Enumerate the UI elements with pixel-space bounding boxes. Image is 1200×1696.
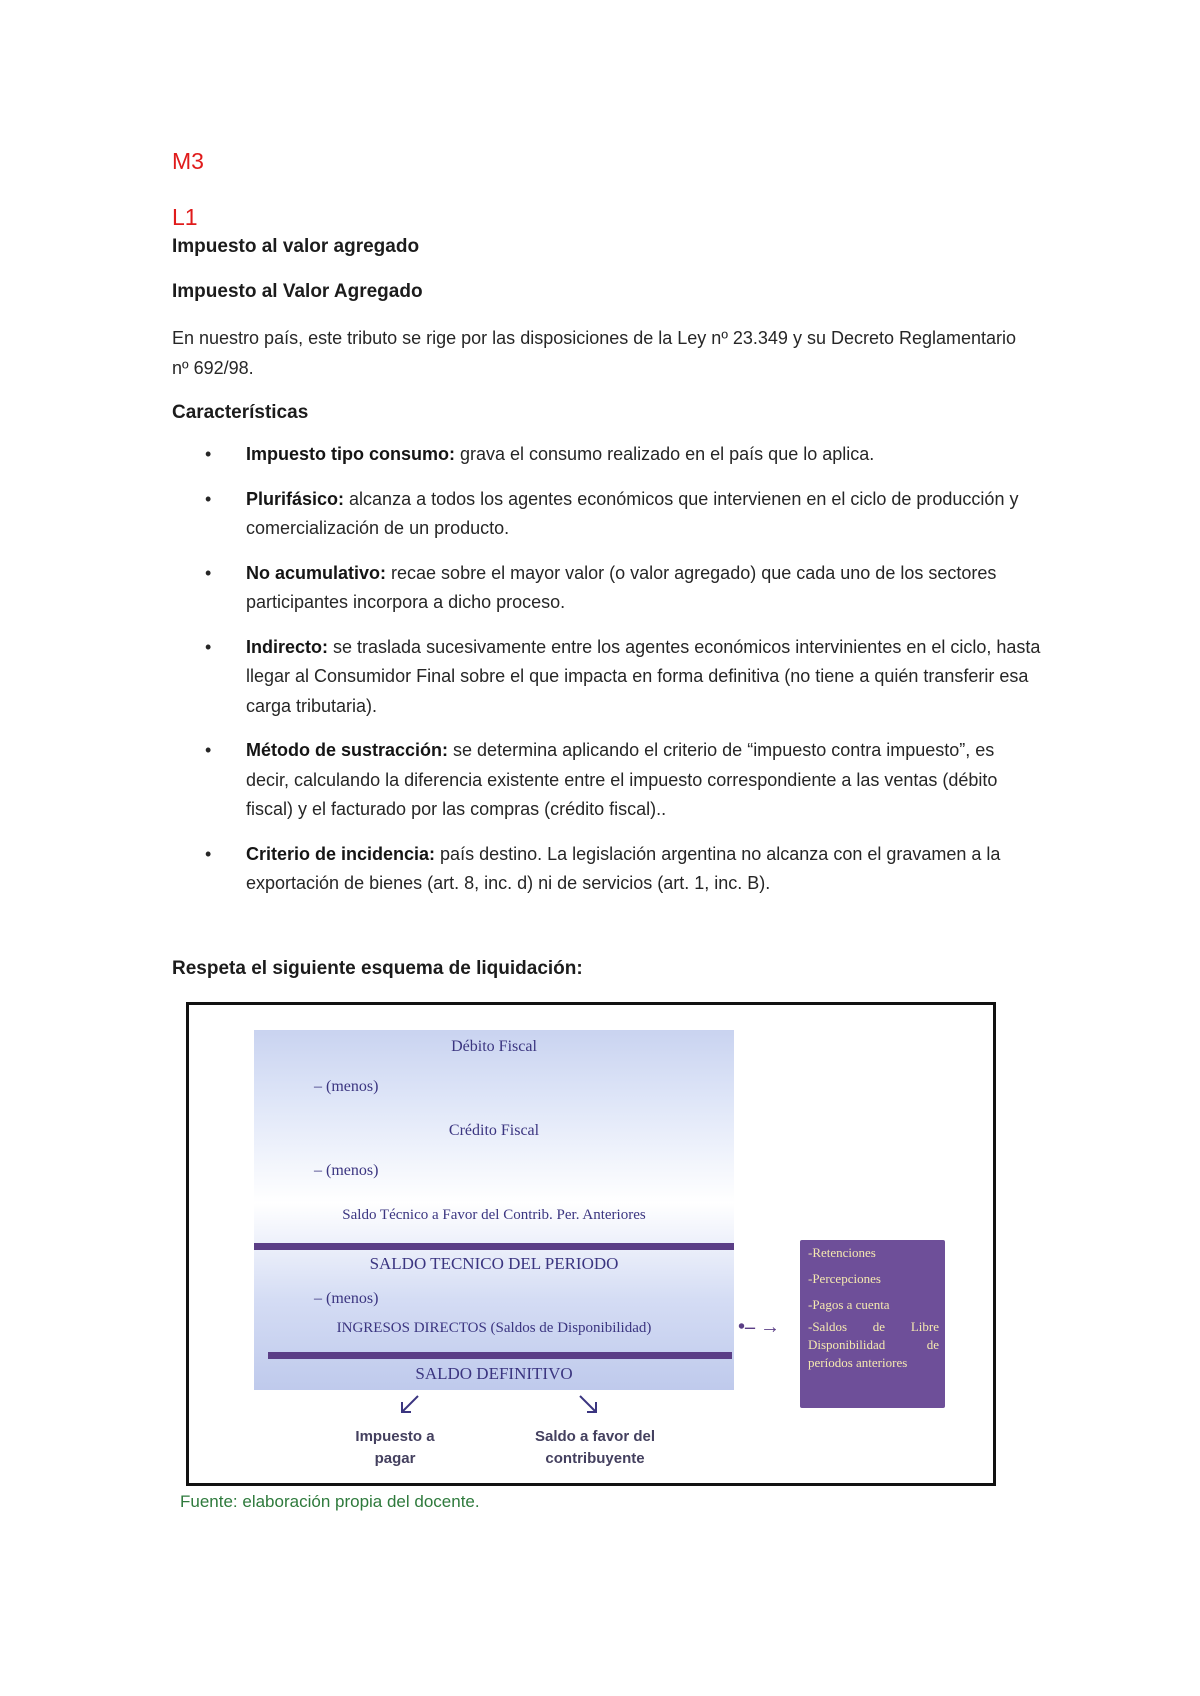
feature-text: recae sobre el mayor valor (o valor agregado) que cada uno de los sectores participantes incorpora a dicho proceso.	[246, 562, 997, 612]
lesson-label: L1	[172, 204, 198, 230]
feature-text: país destino. La legislación argentina no alcanza con el gravamen a la exportación de bienes (art. 8, inc. d) ni de servicios (art. 1, inc. B).	[246, 843, 1001, 893]
side-item: -Saldos de Libre Disponibilidad de períodos anteriores	[808, 1319, 939, 1370]
outcome-left-line1: Impuesto a	[355, 1428, 435, 1445]
intro-paragraph: En nuestro país, este tributo se rige por las disposiciones de la Ley nº 23.349 y su Decreto Reglamentario nº 692/98.	[172, 328, 1017, 378]
feature-text: grava el consumo realizado en el país que lo aplica.	[455, 444, 875, 464]
menos-label: – (menos)	[314, 1078, 379, 1095]
outcome-right-line1: Saldo a favor del	[534, 1428, 656, 1445]
list-item	[172, 736, 1042, 825]
feature-term: Método de sustracción:	[246, 740, 449, 760]
impuesto-a-pagar-label	[340, 1426, 450, 1470]
section-title: Impuesto al Valor Agregado	[172, 281, 423, 302]
feature-text: se determina aplicando el criterio de “impuesto contra impuesto”, es decir, calculando la diferencia existente entre el impuesto correspondiente a las ventas (débito fiscal) y el facturado por las compras (crédito fiscal)..	[246, 740, 998, 819]
credito-fiscal-label: Crédito Fiscal	[448, 1122, 540, 1139]
list-item	[172, 633, 1042, 722]
bullet-icon: •	[205, 488, 212, 509]
document-title: Impuesto al valor agregado	[172, 236, 420, 257]
module-label: M3	[172, 148, 204, 174]
divider-bar	[254, 1243, 734, 1250]
scheme-heading: Respeta el siguiente esquema de liquidación:	[172, 958, 583, 979]
bullet-icon: •	[205, 444, 212, 464]
side-box	[800, 1240, 945, 1408]
side-item: -Percepciones	[808, 1271, 881, 1286]
debito-fiscal-label: Débito Fiscal	[451, 1038, 537, 1055]
arrow-down-left-icon	[398, 1394, 422, 1416]
saldo-tecnico-favor-label: Saldo Técnico a Favor del Contrib. Per. Anteriores	[342, 1207, 646, 1223]
arrow-right-icon: •– →	[738, 1316, 781, 1338]
feature-term: Plurifásico:	[246, 488, 345, 509]
menos-label: – (menos)	[314, 1290, 379, 1307]
outcome-left-line2: pagar	[374, 1450, 416, 1467]
feature-text: alcanza a todos los agentes económicos que intervienen en el ciclo de producción y comercialización de un producto.	[246, 488, 1019, 538]
side-item: -Pagos a cuenta	[808, 1297, 890, 1312]
features-list	[172, 440, 1042, 914]
list-item	[172, 840, 1042, 899]
arrow-down-right-icon	[576, 1394, 600, 1416]
feature-term: Criterio de incidencia:	[246, 843, 436, 864]
bullet-icon: •	[205, 843, 212, 864]
list-item	[172, 440, 1042, 470]
bullet-icon: •	[205, 636, 212, 657]
side-item: -Retenciones	[808, 1245, 876, 1260]
ingresos-directos-label: INGRESOS DIRECTOS (Saldos de Disponibilidad)	[336, 1320, 652, 1336]
divider-bar	[268, 1352, 732, 1359]
figure-caption: Fuente: elaboración propia del docente.	[180, 1492, 480, 1511]
saldo-a-favor-label	[515, 1426, 675, 1470]
outcome-right-line2: contribuyente	[545, 1450, 645, 1467]
feature-term: Indirecto:	[246, 636, 329, 657]
caracteristicas-heading: Características	[172, 402, 309, 423]
bullet-icon: •	[205, 562, 212, 583]
feature-term: No acumulativo:	[246, 562, 387, 583]
feature-term: Impuesto tipo consumo:	[246, 444, 455, 464]
saldo-tecnico-periodo-label: SALDO TECNICO DEL PERIODO	[369, 1254, 619, 1273]
menos-label: – (menos)	[314, 1162, 379, 1179]
bullet-icon: •	[205, 740, 212, 760]
saldo-definitivo-label: SALDO DEFINITIVO	[415, 1364, 573, 1383]
list-item	[172, 559, 1042, 618]
list-item	[172, 485, 1042, 544]
feature-text: se traslada sucesivamente entre los agentes económicos intervinientes en el ciclo, hasta llegar al Consumidor Final sobre el que impacta en forma definitiva (no tiene a quién transferir esa carga tributaria).	[246, 636, 1041, 716]
